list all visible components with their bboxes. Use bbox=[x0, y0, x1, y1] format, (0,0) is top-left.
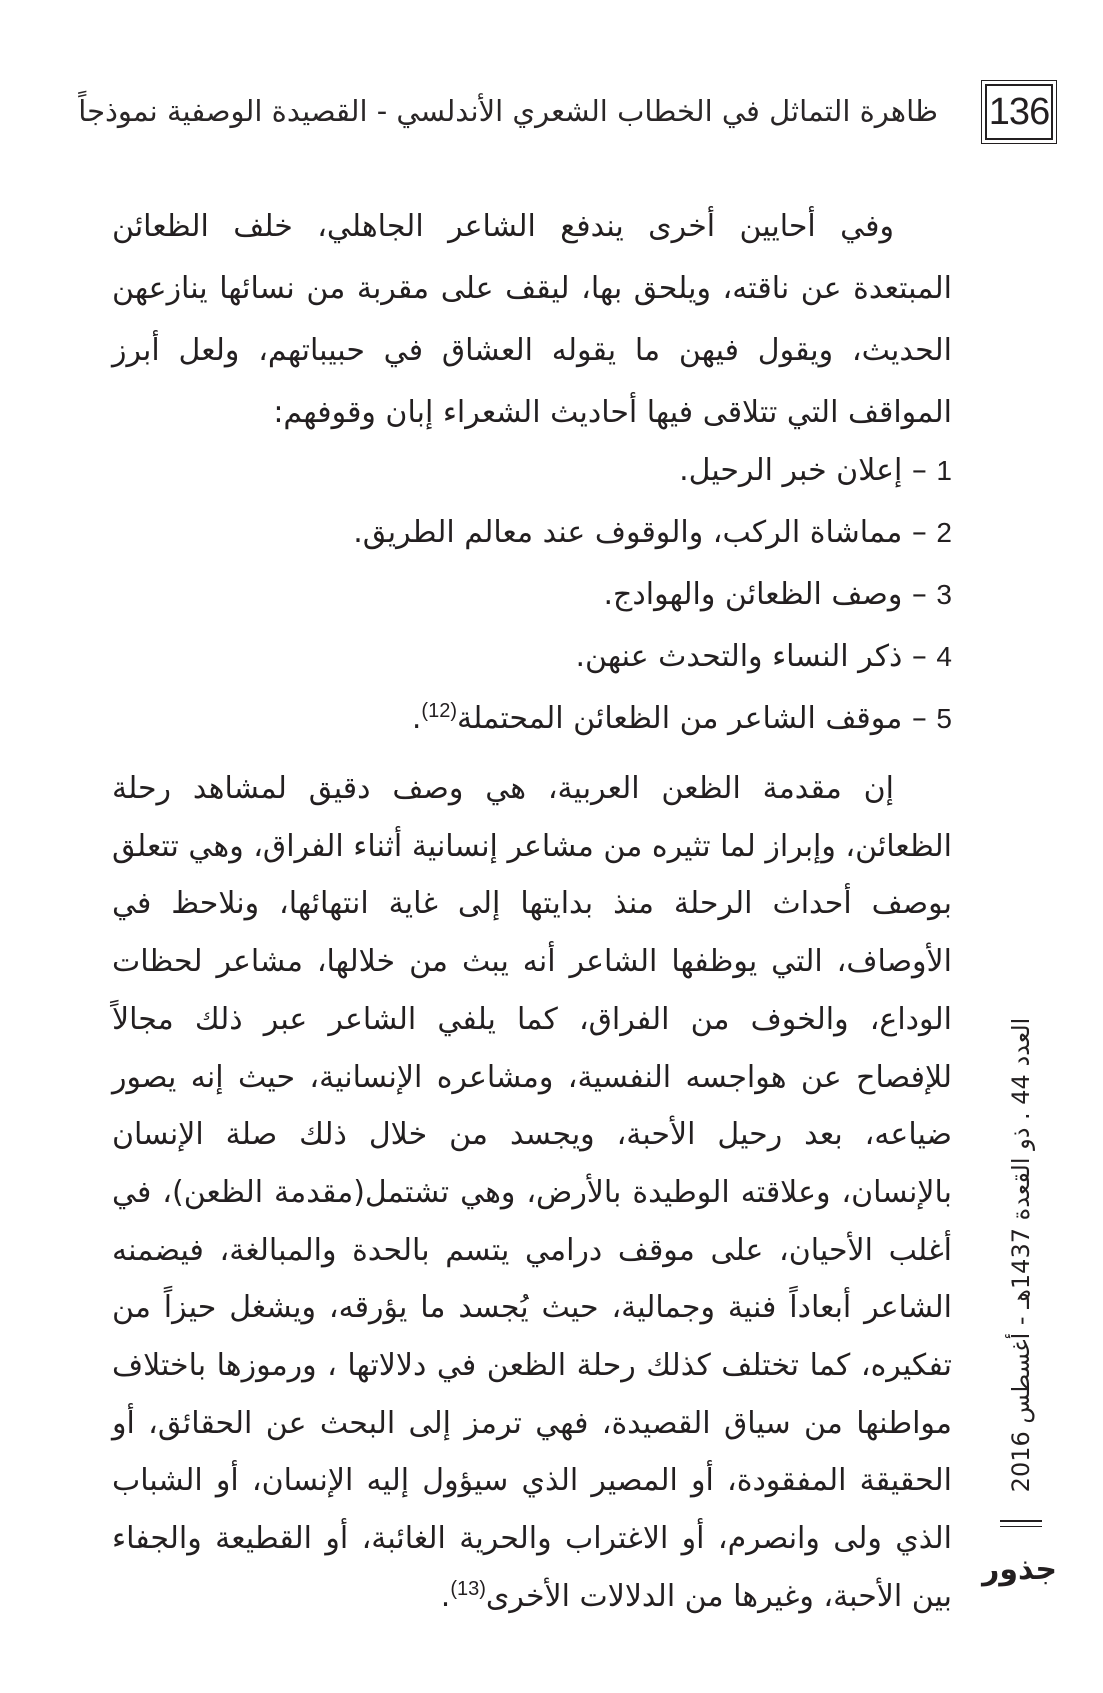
list-number: 2 bbox=[936, 517, 952, 548]
footnote-ref: (12) bbox=[421, 700, 458, 722]
list-item-text: وصف الظعائن والهوادج. bbox=[603, 577, 903, 612]
paragraph-2-text bbox=[112, 760, 952, 1626]
list-number: 4 bbox=[936, 641, 952, 672]
running-title: ظاهرة التماثل في الخطاب الشعري الأندلسي - القصيدة الوصفية نموذجاً bbox=[78, 94, 938, 128]
list-number: 5 bbox=[936, 703, 952, 734]
list-item: 2 – مماشاة الركب، والوقوف عند معالم الطريق. bbox=[353, 515, 952, 550]
list-number: 3 bbox=[936, 579, 952, 610]
sidebar-divider bbox=[1000, 1520, 1042, 1522]
journal-logo: جذور bbox=[982, 1552, 1057, 1587]
list-item-text: موقف الشاعر من الظعائن المحتملة bbox=[457, 701, 903, 736]
issue-info-text: العدد 44 . ذو القعدة 1437هـ - أغسطس 2016 bbox=[1007, 1017, 1035, 1493]
list-item: 4 – ذكر النساء والتحدث عنهن. bbox=[575, 639, 952, 674]
numbered-list bbox=[112, 440, 952, 750]
list-item-text: مماشاة الركب، والوقوف عند معالم الطريق. bbox=[353, 515, 903, 550]
list-number: 1 bbox=[936, 455, 952, 486]
list-item-end: . bbox=[411, 701, 422, 736]
list-item: 1 – إعلان خبر الرحيل. bbox=[679, 453, 952, 488]
paragraph-1 bbox=[112, 196, 952, 444]
paragraph-1-text: وفي أحايين أخرى يندفع الشاعر الجاهلي، خلف الظعائن المبتعدة عن ناقته، ويلحق بها، ليقف على مقربة من نسائها ينازعهن الحديث، ويقول فيهن ما يقوله العشاق في حبيباتهم، ولعل أبرز المواقف التي تتلاقى فيها أحاديث الشعراء إبان وقوفهم: bbox=[112, 209, 952, 430]
list-item-text: ذكر النساء والتحدث عنهن. bbox=[575, 639, 903, 674]
list-item-text: إعلان خبر الرحيل. bbox=[679, 453, 903, 488]
footnote-ref: (13) bbox=[450, 1577, 486, 1600]
paragraph-2 bbox=[112, 760, 952, 1626]
paragraph-2-end: . bbox=[440, 1578, 451, 1614]
paragraph-2-body: إن مقدمة الظعن العربية، هي وصف دقيق لمشاهد رحلة الظعائن، وإبراز لما تثيره من مشاعر إنسانية أثناء الفراق، وهي تتعلق بوصف أحداث الرحلة منذ بدايتها إلى غاية انتهائها، ونلاحظ في الأوصاف، التي يوظفها الشاعر أنه يبث من خلالها، مشاعر لحظات الوداع، والخوف من الفراق، كما يلفي الشاعر عبر ذلك مجالاً للإفصاح عن هواجسه النفسية، ومشاعره الإنسانية، حيث إنه يصور ضياعه، بعد رحيل الأحبة، ويجسد من خلال ذلك صلة الإنسان بالإنسان، وعلاقته الوطيدة بالأرض، وهي تشتمل(مقدمة الظعن)، في أغلب الأحيان، على موقف درامي يتسم بالحدة والمبالغة، فيضمنه الشاعر أبعاداً فنية وجمالية، حيث يُجسد ما يؤرقه، ويشغل حيزاً من تفكيره، كما تختلف كذلك رحلة الظعن في دلالاتها ، ورموزها باختلاف مواطنها من سياق القصيدة، فهي ترمز إلى البحث عن الحقائق، أو الحقيقة المفقودة، أو المصير الذي سيؤول إليه الإنسان، أو الشباب الذي ولى وانصرم، أو الاغتراب والحرية الغائبة، أو القطيعة والجفاء بين الأحبة، وغيرها من الدلالات الأخرى bbox=[112, 771, 952, 1614]
page-number: 136 bbox=[985, 84, 1053, 140]
list-item: 5 – موقف الشاعر من الظعائن المحتملة$^{(12)}$. bbox=[411, 700, 952, 736]
list-item: 3 – وصف الظعائن والهوادج. bbox=[603, 577, 952, 612]
